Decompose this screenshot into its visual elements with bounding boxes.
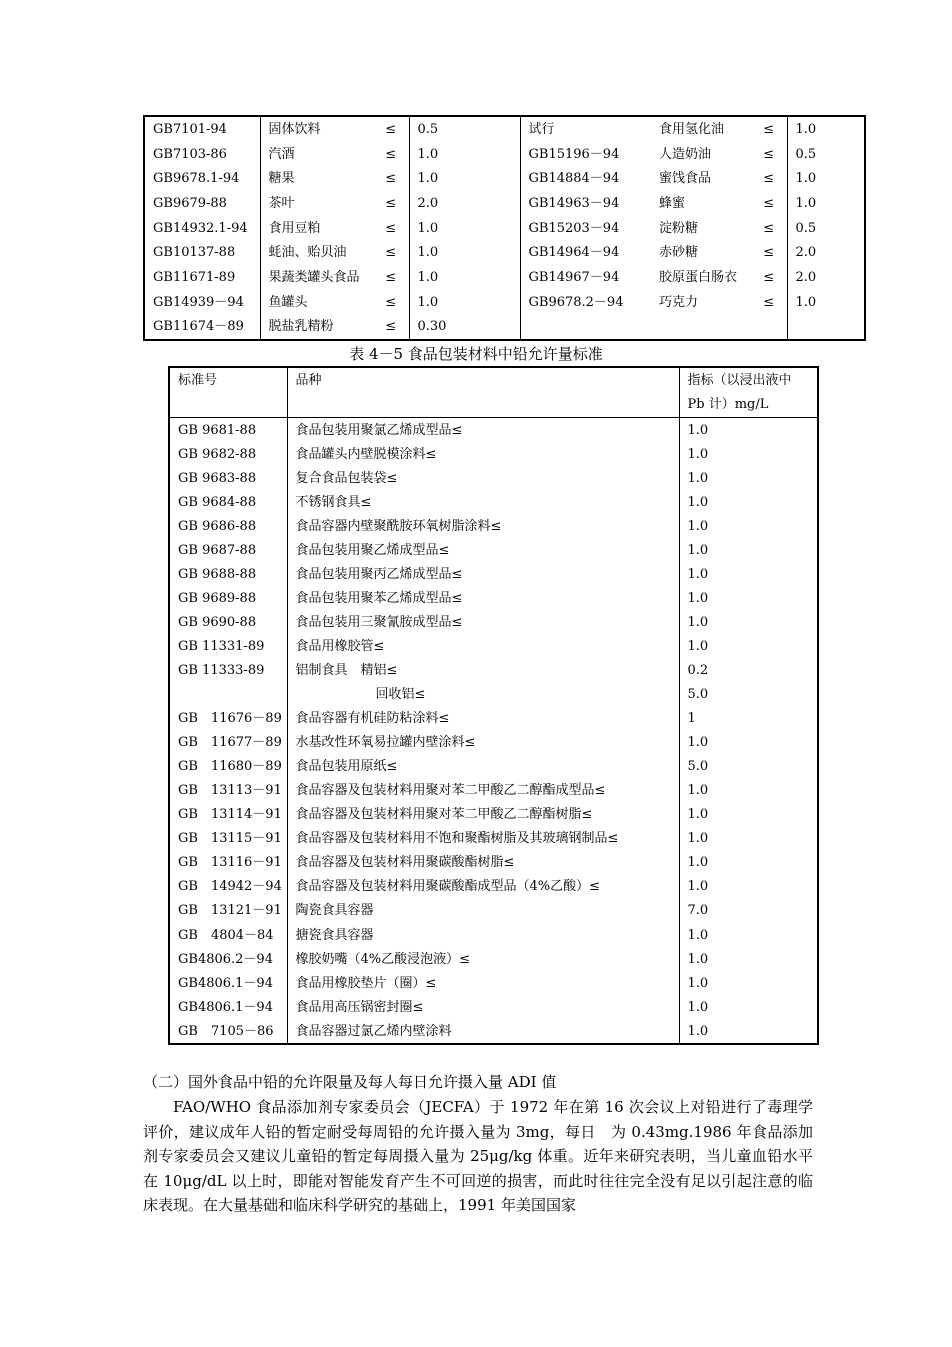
table-cell [751, 315, 787, 341]
table-row [169, 875, 818, 899]
table-cell: ≤ [751, 265, 787, 290]
table-cell-val: 1.0 [679, 538, 818, 562]
table-cell-kind: 食品用橡胶垫片（圈）≤ [287, 971, 679, 995]
table-row [169, 851, 818, 875]
header-index: 指标（以浸出液中 [679, 367, 818, 392]
table-cell: GB14964－94 [528, 245, 620, 261]
table-cell-std: GB 9681-88 [169, 418, 287, 443]
table-cell: ≤ [373, 191, 409, 216]
table-cell: GB14939－94 [144, 290, 260, 315]
table-cell-kind: 食品容器及包装材料用聚碳酸酯成型品（4%乙酸）≤ [287, 875, 679, 899]
table-cell: ≤ [751, 142, 787, 167]
table-cell-val: 1.0 [679, 923, 818, 947]
table-cell: 蜜饯食品 [659, 171, 712, 187]
table-row [144, 315, 865, 341]
table-cell-kind: 食品包装用原纸≤ [287, 755, 679, 779]
table-cell-std: GB 9684-88 [169, 490, 287, 514]
table-cell: 胶原蛋白肠衣 [659, 269, 738, 285]
table-cell-std: GB 11676－89 [169, 707, 287, 731]
table-cell-val: 1.0 [679, 803, 818, 827]
table-cell: ≤ [751, 191, 787, 216]
table-cell: 鱼罐头 [268, 294, 308, 310]
table-cell-std: GB4806.1－94 [169, 971, 287, 995]
table-cell: 果蔬类罐头食品 [268, 269, 360, 285]
table-cell: ≤ [751, 216, 787, 241]
table-cell: 汽酒 [268, 146, 295, 162]
table-row [169, 634, 818, 658]
table-row [169, 418, 818, 443]
table-cell-kind: 铝制食具 精铝≤ [287, 658, 679, 682]
table-row [169, 442, 818, 466]
table-cell-val: 1.0 [679, 490, 818, 514]
table-cell: ≤ [751, 290, 787, 315]
table-cell-val: 1.0 [679, 971, 818, 995]
table-row [169, 947, 818, 971]
table-cell: 巧克力 [659, 294, 699, 310]
table-cell: GB15203－94 [528, 220, 620, 236]
table-cell-kind: 水基改性环氧易拉罐内壁涂料≤ [287, 731, 679, 755]
table-cell: 脱盐乳精粉 [260, 315, 373, 341]
table-cell-std: GB 14942－94 [169, 875, 287, 899]
table-cell-kind: 食品用高压锅密封圈≤ [287, 995, 679, 1019]
table-cell-val: 1.0 [679, 418, 818, 443]
table-cell-std: GB 9690-88 [169, 610, 287, 634]
table-row [169, 466, 818, 490]
table-cell-val: 1.0 [679, 827, 818, 851]
table-cell: ≤ [751, 240, 787, 265]
table-row [169, 586, 818, 610]
table-cell: ≤ [373, 216, 409, 241]
table-cell-kind: 回收铝≤ [287, 683, 679, 707]
table-cell: 食用豆粕 [268, 220, 321, 236]
table-cell: 糖果 [268, 171, 295, 187]
table-row [169, 683, 818, 707]
table-row [144, 240, 865, 265]
table-cell-val: 1.0 [679, 1019, 818, 1044]
table-cell: 1.0 [409, 142, 520, 167]
table-cell-std: GB 11333-89 [169, 658, 287, 682]
table-cell-kind: 食品容器及包装材料用不饱和聚酯树脂及其玻璃钢制品≤ [287, 827, 679, 851]
table-cell: GB14932.1-94 [144, 216, 260, 241]
table-cell: 赤砂糖 [659, 245, 699, 261]
table-row [169, 803, 818, 827]
table-cell-val: 1.0 [679, 442, 818, 466]
table-cell-std [169, 683, 287, 707]
table-cell: GB11671-89 [144, 265, 260, 290]
packaging-lead-standard-table [168, 366, 819, 1045]
table-cell-val: 0.2 [679, 658, 818, 682]
table-cell-std: GB 13114－91 [169, 803, 287, 827]
table-cell: ≤ [373, 240, 409, 265]
table-cell: 1.0 [795, 294, 817, 310]
table-cell: 1.0 [409, 216, 520, 241]
table-cell: 0.5 [409, 116, 520, 142]
table-cell: 人造奶油 [659, 146, 712, 162]
table-cell-kind: 食品容器及包装材料用聚碳酸酯树脂≤ [287, 851, 679, 875]
table-row [144, 216, 865, 241]
table-cell-kind: 食品用橡胶管≤ [287, 634, 679, 658]
table-cell-val: 1.0 [679, 851, 818, 875]
table-cell [651, 315, 751, 341]
table-cell-kind: 食品包装用聚氯乙烯成型品≤ [287, 418, 679, 443]
table-cell: ≤ [373, 116, 409, 142]
table-cell-kind: 食品包装用聚苯乙烯成型品≤ [287, 586, 679, 610]
table-cell-std: GB 13116－91 [169, 851, 287, 875]
table-cell: GB15196－94 [528, 146, 620, 162]
header-index-unit: Pb 计）mg/L [679, 392, 818, 418]
table-cell-std: GB 13115－91 [169, 827, 287, 851]
table-row [169, 562, 818, 586]
table-cell-kind: 食品包装用三聚氰胺成型品≤ [287, 610, 679, 634]
table-cell-kind: 食品容器内壁聚酰胺环氧树脂涂料≤ [287, 514, 679, 538]
table-cell-std: GB 13113－91 [169, 779, 287, 803]
table-cell-std: GB4806.2－94 [169, 947, 287, 971]
table-cell-val: 1.0 [679, 586, 818, 610]
table-cell: GB14967－94 [528, 269, 620, 285]
table-cell-kind: 食品容器有机硅防粘涂料≤ [287, 707, 679, 731]
table-cell-kind: 食品罐头内壁脱模涂料≤ [287, 442, 679, 466]
table-row [169, 707, 818, 731]
table-cell-val: 1.0 [679, 562, 818, 586]
table-row [144, 265, 865, 290]
table-cell: ≤ [751, 116, 787, 142]
table-cell-std: GB 4804－84 [169, 923, 287, 947]
table-cell: ≤ [373, 265, 409, 290]
table-cell-val: 1.0 [679, 779, 818, 803]
table-cell-std: GB 9689-88 [169, 586, 287, 610]
table-cell: GB9678.1-94 [144, 166, 260, 191]
table-cell-val: 1.0 [679, 875, 818, 899]
table-cell: ≤ [373, 166, 409, 191]
table-cell-val: 1.0 [679, 634, 818, 658]
table-row [169, 731, 818, 755]
table-cell-kind: 食品包装用聚乙烯成型品≤ [287, 538, 679, 562]
table-cell: ≤ [373, 290, 409, 315]
table-caption: 表 4－5 食品包装材料中铅允许量标准 [349, 345, 603, 363]
table-cell: 1.0 [409, 166, 520, 191]
table-cell [520, 315, 651, 341]
table-cell-val: 1.0 [679, 514, 818, 538]
table-cell: 1.0 [795, 171, 817, 187]
table-cell-kind: 复合食品包装袋≤ [287, 466, 679, 490]
table-cell: GB11674－89 [144, 315, 260, 341]
table-cell-val: 5.0 [679, 755, 818, 779]
table-row [169, 1019, 818, 1044]
table-cell: 2.0 [795, 245, 817, 261]
table-cell-kind: 陶瓷食具容器 [287, 899, 679, 923]
table-cell: ≤ [373, 142, 409, 167]
table-cell-std: GB 9686-88 [169, 514, 287, 538]
table-row [144, 290, 865, 315]
table-cell: 0.5 [795, 146, 817, 162]
table-cell: 1.0 [795, 195, 817, 211]
header-kind: 品种 [287, 367, 679, 392]
table-cell: GB14884－94 [528, 171, 620, 187]
table-cell: GB9679-88 [144, 191, 260, 216]
table-cell: GB14963－94 [528, 195, 620, 211]
table-row [169, 538, 818, 562]
table-cell-std: GB 11677－89 [169, 731, 287, 755]
table-cell-kind: 食品容器及包装材料用聚对苯二甲酸乙二醇酯树脂≤ [287, 803, 679, 827]
table-cell-val: 1.0 [679, 947, 818, 971]
table-cell: 试行 [528, 121, 555, 137]
table-cell-val: 1 [679, 707, 818, 731]
table-row [169, 755, 818, 779]
table-cell: 1.0 [409, 290, 520, 315]
table-cell: 蚝油、贻贝油 [268, 245, 347, 261]
table-cell: 0.5 [795, 220, 817, 236]
header-standard-no: 标准号 [169, 367, 287, 392]
table-cell: GB7101-94 [144, 116, 260, 142]
table-cell: 2.0 [409, 191, 520, 216]
table-cell: 1.0 [409, 240, 520, 265]
table-cell: GB9678.2－94 [528, 294, 624, 310]
table-cell: GB7103-86 [144, 142, 260, 167]
table-row [144, 166, 865, 191]
table-cell: 1.0 [795, 121, 817, 137]
table-cell-std: GB 11331-89 [169, 634, 287, 658]
table-cell: 1.0 [409, 265, 520, 290]
table-cell-std: GB 9687-88 [169, 538, 287, 562]
table-cell-kind: 食品包装用聚丙乙烯成型品≤ [287, 562, 679, 586]
table-cell-std: GB 9683-88 [169, 466, 287, 490]
table-cell: ≤ [373, 315, 409, 341]
table-cell: ≤ [751, 166, 787, 191]
table-cell: 固体饮料 [268, 121, 321, 137]
table-cell-kind: 橡胶奶嘴（4%乙酸浸泡液）≤ [287, 947, 679, 971]
table-cell: 0.30 [409, 315, 520, 341]
table-cell: 茶叶 [268, 195, 295, 211]
table-row [169, 658, 818, 682]
header-row [169, 367, 818, 392]
table-cell-val: 5.0 [679, 683, 818, 707]
table-cell-kind: 搪瓷食具容器 [287, 923, 679, 947]
table-cell-std: GB 7105－86 [169, 1019, 287, 1044]
table-cell-val: 7.0 [679, 899, 818, 923]
table-cell: 蜂蜜 [659, 195, 686, 211]
table-cell: 2.0 [795, 269, 817, 285]
table-row [144, 191, 865, 216]
header-row-2 [169, 392, 818, 418]
table-cell-std: GB 9688-88 [169, 562, 287, 586]
table-row [169, 995, 818, 1019]
table-row [144, 142, 865, 167]
table-cell-val: 1.0 [679, 610, 818, 634]
table-row [169, 779, 818, 803]
table-cell-kind: 食品容器过氯乙烯内壁涂料 [287, 1019, 679, 1044]
table-row [144, 116, 865, 142]
table-row [169, 971, 818, 995]
table-cell-std: GB 11680－89 [169, 755, 287, 779]
table-cell-std: GB 13121－91 [169, 899, 287, 923]
table-cell-kind: 不锈钢食具≤ [287, 490, 679, 514]
table-cell: 食用氢化油 [659, 121, 725, 137]
section-heading: （二）国外食品中铅的允许限量及每人每日允许摄入量 ADI 值 [143, 1073, 557, 1091]
table-cell: 淀粉糖 [659, 220, 699, 236]
table-row [169, 514, 818, 538]
table-cell-std: GB4806.1－94 [169, 995, 287, 1019]
table-cell-val: 1.0 [679, 995, 818, 1019]
table-cell-std: GB 9682-88 [169, 442, 287, 466]
table-cell: GB10137-88 [144, 240, 260, 265]
table-row [169, 490, 818, 514]
table-cell [787, 315, 865, 341]
body-paragraph: FAO/WHO 食品添加剂专家委员会（JECFA）于 1972 年在第 16 次会议上对铅进行了毒理学评价，建议成年人铅的暂定耐受每周铅的允许摄入量为 3mg，每日 为 0.43mg.1986 年食品添加剂专家委员会又建议儿童铅的暂定每周摄入量为 25μg/kg 体重。近年来研究表明，当儿童血铅水平在 10μg/dL 以上时，即能对智能发育产生不可回逆的损害，而此时往往完全没有足以引起注意的临床表现。在大量基础和临床科学研究的基础上，1991 年美国国家 [143, 1098, 813, 1214]
table-cell-val: 1.0 [679, 731, 818, 755]
table-cell-val: 1.0 [679, 466, 818, 490]
lead-limit-food-table [143, 115, 866, 341]
table-row [169, 923, 818, 947]
table-row [169, 610, 818, 634]
table-cell-kind: 食品容器及包装材料用聚对苯二甲酸乙二醇酯成型品≤ [287, 779, 679, 803]
table-row [169, 827, 818, 851]
table-row [169, 899, 818, 923]
